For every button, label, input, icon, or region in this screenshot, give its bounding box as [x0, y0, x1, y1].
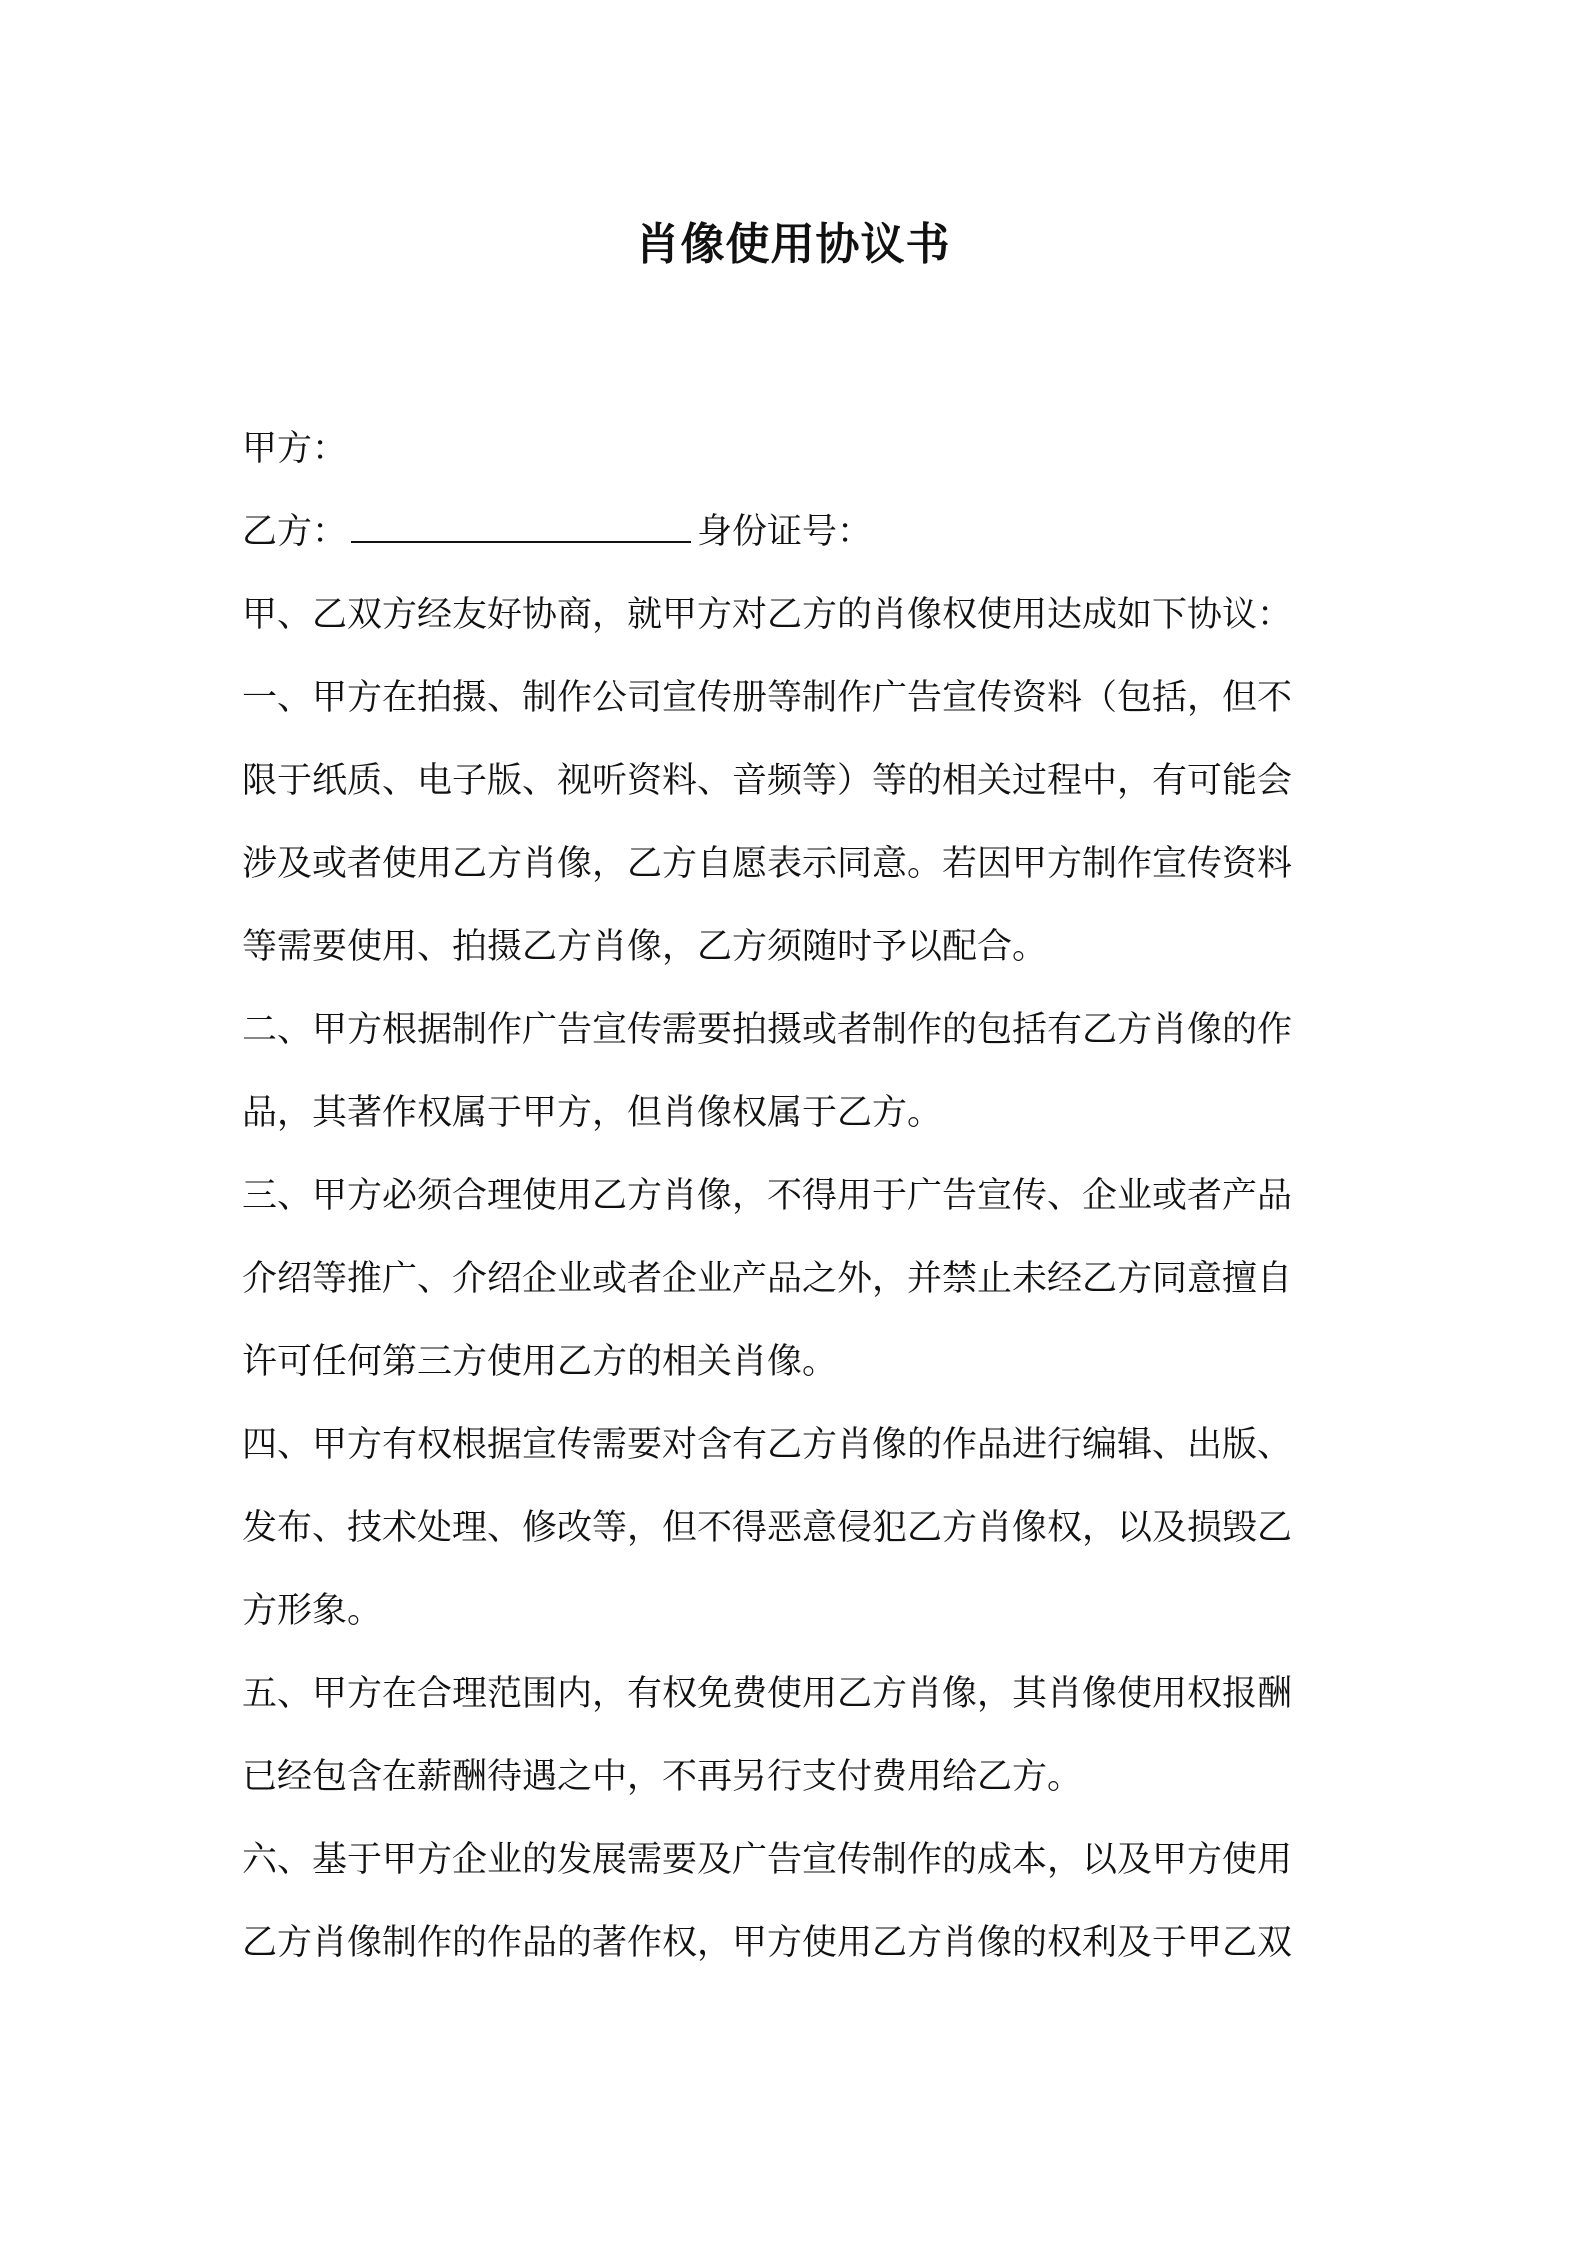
clause-line: 三、甲方必须合理使用乙方肖像，不得用于广告宣传、企业或者产品: [242, 1176, 1293, 1216]
clause-line: 品，其著作权属于甲方，但肖像权属于乙方。: [242, 1093, 943, 1133]
document-body: [242, 408, 1352, 1985]
party-a-line: [242, 408, 1352, 491]
clause-line: 介绍等推广、介绍企业或者企业产品之外，并禁止未经乙方同意擅自: [242, 1259, 1293, 1299]
clause-line: 已经包含在薪酬待遇之中，不再另行支付费用给乙方。: [242, 1757, 1083, 1797]
clause-line: 方形象。: [242, 1591, 383, 1631]
document-title: 肖像使用协议书: [635, 219, 951, 270]
clause-line: 许可任何第三方使用乙方的相关肖像。: [242, 1342, 838, 1382]
party-a-label: 甲方：: [242, 429, 348, 469]
party-b-line: [242, 491, 1352, 574]
clause-line: 发布、技术处理、修改等，但不得恶意侵犯乙方肖像权，以及损毁乙: [242, 1508, 1293, 1548]
id-number-label: 身份证号：: [697, 512, 873, 552]
clause-line: 五、甲方在合理范围内，有权免费使用乙方肖像，其肖像使用权报酬: [242, 1674, 1293, 1714]
clause-line: 涉及或者使用乙方肖像，乙方自愿表示同意。若因甲方制作宣传资料: [242, 844, 1293, 884]
clause-line: 一、甲方在拍摄、制作公司宣传册等制作广告宣传资料（包括，但不: [242, 678, 1293, 718]
clause-line: 限于纸质、电子版、视听资料、音频等）等的相关过程中，有可能会: [242, 761, 1293, 801]
party-b-name-blank: [351, 511, 691, 543]
party-b-label: 乙方：: [242, 512, 348, 552]
clause-line: 等需要使用、拍摄乙方肖像，乙方须随时予以配合。: [242, 927, 1048, 967]
clause-line: 乙方肖像制作的作品的著作权，甲方使用乙方肖像的权利及于甲乙双: [242, 1923, 1293, 1963]
intro-line: 甲、乙双方经友好协商，就甲方对乙方的肖像权使用达成如下协议：: [242, 595, 1293, 635]
clause-line: 四、甲方有权根据宣传需要对含有乙方肖像的作品进行编辑、出版、: [242, 1425, 1293, 1465]
clause-line: 二、甲方根据制作广告宣传需要拍摄或者制作的包括有乙方肖像的作: [242, 1010, 1293, 1050]
clause-line: 六、基于甲方企业的发展需要及广告宣传制作的成本，以及甲方使用: [242, 1840, 1293, 1880]
